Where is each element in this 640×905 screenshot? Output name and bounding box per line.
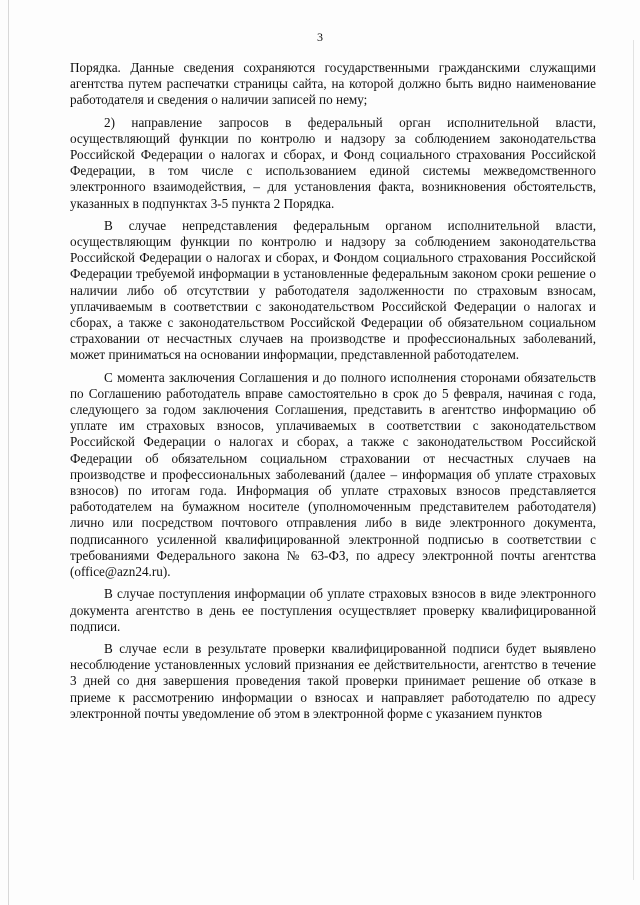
- paragraph-agreement-period: С момента заключения Соглашения и до полного исполнения сторонами обязательств по Соглашению работодатель вправе самостоятельно в срок до 5 февраля, начиная с года, следующего за годом заключения Соглашения, представить в агентство информацию об уплате им страховых взносов, уплачиваемых в соответствии с законодательством Российской Федерации о налогах и сборах, а также с законодательством Российской Федерации об обязательном социальном страховании от несчастных случаев на производстве и профессиональных заболеваний (далее – информация об уплате страховых взносов) по итогам года. Информация об уплате страховых взносов представляется работодателем на бумажном носителе (уполномоченным представителем работодателя) лично или посредством почтового отправления либо в виде электронного документа, подписанного усиленной квалифицированной электронной подписью в соответствии с требованиями Федерального закона № 63-ФЗ, по адресу электронной почты агентства (office@azn24.ru).: [70, 369, 596, 580]
- paragraph-continuation: Порядка. Данные сведения сохраняются государственными гражданскими служащими агентства путем распечатки страницы сайта, на которой должно быть видно наименование работодателя и сведения о наличии записей по нему;: [70, 60, 596, 108]
- scan-edge-right: [633, 40, 634, 880]
- paragraph-electronic-document: В случае поступления информации об уплате страховых взносов в виде электронного документа агентство в день ее поступления осуществляет проверку квалифицированной подписи.: [70, 586, 596, 634]
- paragraph-item-2: 2) направление запросов в федеральный орган исполнительной власти, осуществляющий функции по контролю и надзору за соблюдением законодательства Российской Федерации о налогах и сборах, и Фонд социального страхования Российской Федерации, в том числе с использованием единой системы межведомственного электронного взаимодействия, – для установления факта, возникновения обстоятельств, указанных в подпунктах 3-5 пункта 2 Порядка.: [70, 114, 596, 211]
- paragraph-signature-check: В случае если в результате проверки квалифицированной подписи будет выявлено несоблюдение установленных условий признания ее действительности, агентство в течение 3 дней со дня завершения проведения такой проверки принимает решение об отказе в приеме к рассмотрению информации о взносах и направляет работодателю по адресу электронной почты уведомление об этом в электронной форме с указанием пунктов: [70, 640, 596, 721]
- scan-edge-left: [8, 0, 9, 905]
- paragraph-non-provision: В случае непредставления федеральным органом исполнительной власти, осуществляющим функции по контролю и надзору за соблюдением законодательства Российской Федерации о налогах и сборах, и Фондом социального страхования Российской Федерации требуемой информации в установленные федеральным законом сроки решение о наличии либо об отсутствии у работодателя задолженности по страховым взносам, уплачиваемым в соответствии с законодательством Российской Федерации о налогах и сборах, а также с законодательством Российской Федерации об обязательном социальном страховании от несчастных случаев на производстве и профессиональных заболеваний, может приниматься на основании информации, представленной работодателем.: [70, 217, 596, 363]
- page-number: 3: [317, 30, 323, 44]
- document-body: [70, 60, 596, 728]
